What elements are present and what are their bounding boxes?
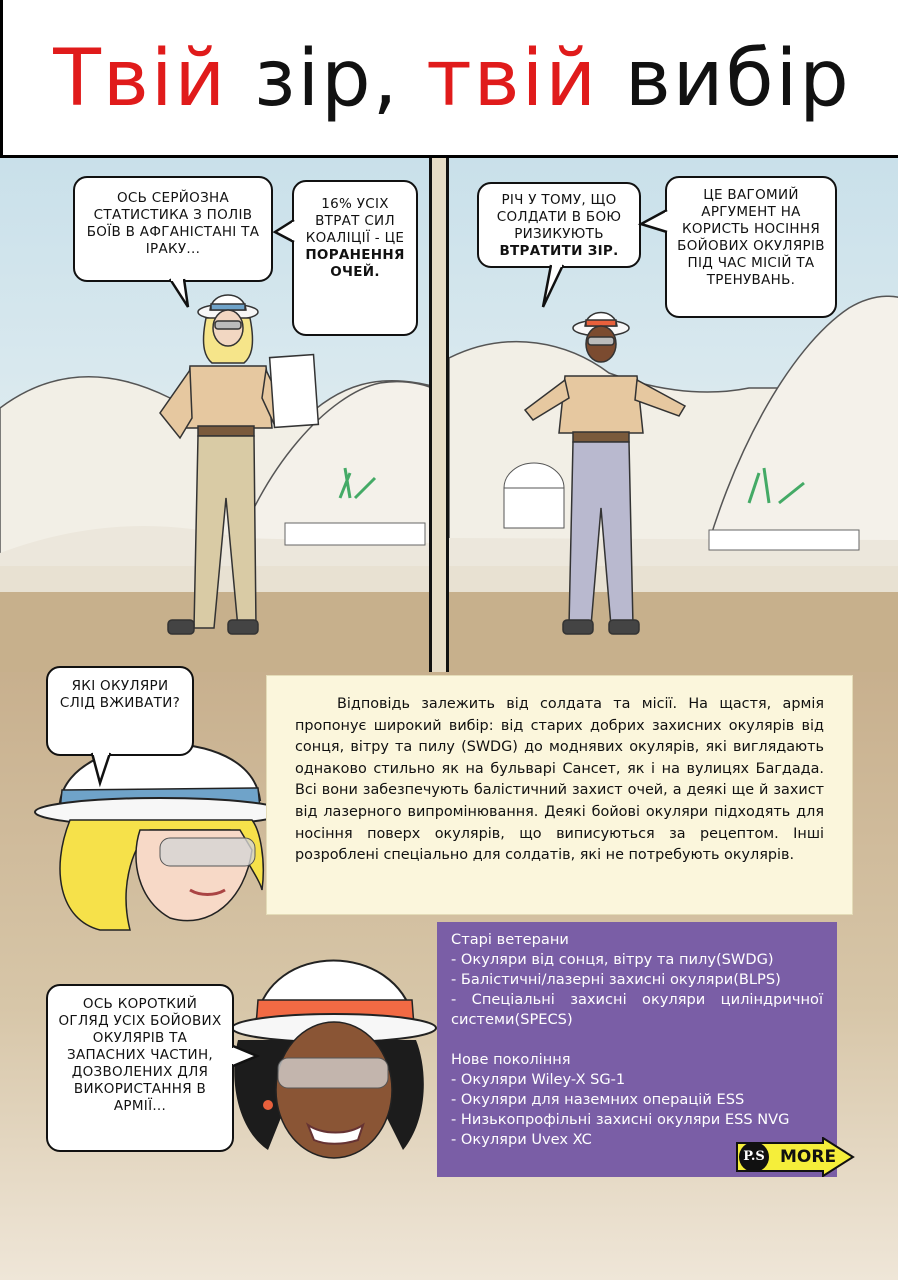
speech-bubble-lose-sight [477, 182, 641, 268]
list-item: - Балістичні/лазерні захисні окуляри(BLPS) [451, 971, 781, 988]
risk-text: РІЧ У ТОМУ, ЩО СОЛДАТИ В БОЮ РИЗИКУЮТЬ [496, 192, 622, 242]
answer-text-box [267, 676, 852, 914]
new-generation-heading: Нове покоління [451, 1051, 571, 1068]
dark-haired-soldier-portrait [228, 930, 448, 1170]
answer-paragraph: Відповідь залежить від солдата та місії. На щастя, армія пропонує широкий вибір: від старих добрих захисних окулярів від сонця, вітру та пилу (SWDG) до моднявих окулярів, які виглядають однаково стильно як на бульварі Сансет, як і на вулицях Багдада. Всі вони забезпечують балістичний захист очей, а деякі ще й захист від лазерного випромінювання. Деякі бойові окуляри підходять для носіння поверх окулярів, що виписуються за рецептом. Інші розроблені спеціально для солдатів, які не потребують окулярів. [295, 696, 824, 864]
list-item: - Окуляри Uvex XC [451, 1131, 592, 1148]
veterans-heading: Старі ветерани [451, 931, 569, 948]
bubble-tail [231, 1044, 261, 1074]
list-item: - Спеціальні захисні окуляри циліндричної системи(SPECS) [451, 991, 823, 1028]
page-title [3, 34, 898, 124]
list-item: - Окуляри Wiley-X SG-1 [451, 1071, 626, 1088]
speech-bubble-argument: ЦЕ ВАГОМИЙ АРГУМЕНТ НА КОРИСТЬ НОСІННЯ БОЙОВИХ ОКУЛЯРІВ ПІД ЧАС МІСІЙ ТА ТРЕНУВАНЬ. [665, 176, 837, 318]
title-banner [0, 0, 898, 158]
list-item: - Окуляри від сонця, вітру та пилу(SWDG) [451, 951, 774, 968]
title-word-2: зір, [254, 34, 400, 124]
speech-bubble-overview: ОСЬ КОРОТКИЙ ОГЛЯД УСІХ БОЙОВИХ ОКУЛЯРІВ ТА ЗАПАСНИХ ЧАСТИН, ДОЗВОЛЕНИХ ДЛЯ ВИКОРИСТАННЯ В АРМІЇ... [46, 984, 234, 1152]
lose-sight-text: ВТРАТИТИ ЗІР. [499, 243, 619, 259]
list-item: - Окуляри для наземних операцій ESS [451, 1091, 745, 1108]
ps-logo-icon: P.S [739, 1142, 769, 1172]
speech-bubble-percentage [292, 180, 418, 336]
title-word-3: твій [426, 34, 599, 124]
bubble-tail [639, 208, 669, 238]
bubble-tail [273, 218, 295, 248]
list-item: - Низькопрофільні захисні окуляри ESS NVG [451, 1111, 790, 1128]
more-label: MORE [780, 1147, 837, 1167]
speech-bubble-statistics: ОСЬ СЕРЙОЗНА СТАТИСТИКА З ПОЛІВ БОЇВ В АФГАНІСТАНІ ТА ІРАКУ... [73, 176, 273, 282]
comic-panel-1 [0, 158, 432, 672]
eye-injuries-text: ПОРАНЕННЯ ОЧЕЙ. [305, 247, 405, 280]
more-button[interactable] [735, 1137, 855, 1177]
speech-bubble-question: ЯКІ ОКУЛЯРИ СЛІД ВЖИВАТИ? [46, 666, 194, 756]
title-word-4: вибір [624, 34, 851, 124]
title-word-1: Твій [53, 34, 228, 124]
percentage-text: 16% УСІХ ВТРАТ СИЛ КОАЛІЦІЇ - ЦЕ [305, 196, 405, 246]
bubble-tail [88, 753, 118, 793]
comic-panel-2 [446, 158, 898, 672]
bubble-tail [531, 265, 571, 315]
bubble-tail [166, 279, 206, 319]
